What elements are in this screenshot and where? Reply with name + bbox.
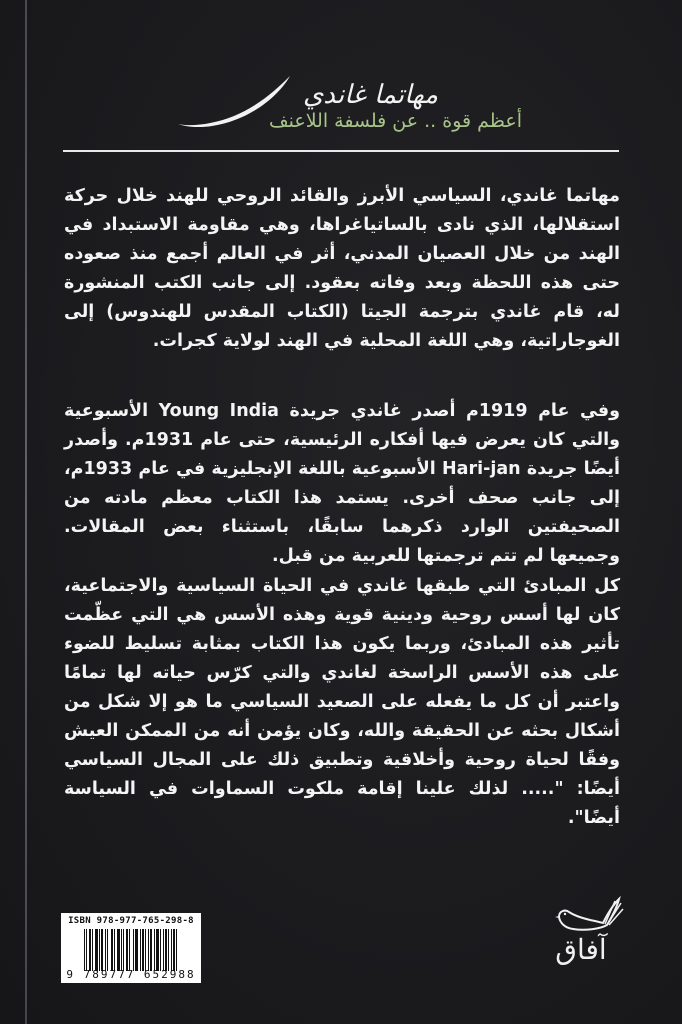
publisher-logo bbox=[545, 895, 625, 985]
isbn-barcode bbox=[61, 913, 201, 983]
blurb-paragraph-3: كل المبادئ التي طبقها غاندي في الحياة السياسية والاجتماعية، كان لها أسس روحية ودينية قوية وهذه الأسس هي التي عظّمت تأثير هذه المبادئ، وربما يكون هذا الكتاب بمثابة تسليط للضوء على هذه الأسس الراسخة لغاندي والتي كرّس حياته لها تمامًا واعتبر أن كل ما يفعله على الصعيد السياسي ما هو إلا شكل من أشكال بحثه عن الحقيقة والله، وكان يؤمن أنه من الممكن العيش وفقًا لحياة روحية وأخلاقية وتطبيق ذلك على المجال السياسي أيضًا: "..... لذلك علينا إقامة ملكوت السماوات في السياسة أيضًا". bbox=[64, 576, 620, 828]
spine-fold-line bbox=[25, 0, 27, 1024]
publisher-name: آفاق bbox=[555, 933, 607, 966]
barcode-digits: 9 789777 652988 bbox=[66, 968, 196, 981]
barcode-bars bbox=[65, 929, 197, 971]
isbn-label: ISBN 978-977-765-298-8 bbox=[68, 916, 194, 926]
blurb-paragraph-1: مهاتما غاندي، السياسي الأبرز والقائد الروحي للهند خلال حركة استقلالها، الذي نادى بالساتياغراها، وهي مقاومة الاستبداد في الهند من خلال العصيان المدني، أثر في العالم أجمع منذ صعوده حتى هذه اللحظة وبعد وفاته بعقود. إلى جانب الكتب المنشورة له، قام غاندي بترجمة الجيتا (الكتاب المقدس للهندوس) إلى الغوجاراتية، وهي اللغة المحلية في الهند لولاية كجرات. bbox=[64, 186, 620, 351]
title-block bbox=[150, 72, 550, 142]
blurb-paragraph-2: وفي عام 1919م أصدر غاندي جريدة Young India الأسبوعية والتي كان يعرض فيها أفكاره الرئيسية، حتى عام 1931م. وأصدر أيضًا جريدة Hari-jan الأسبوعية باللغة الإنجليزية في عام 1933م، إلى جانب صحف أخرى. يستمد هذا الكتاب معظم مادته من الصحيفتين الوارد ذكرهما سابقًا، باستثناء بعض المقالات. وجميعها لم تتم ترجمتها للعربية من قبل. bbox=[64, 401, 620, 566]
book-subtitle: أعظم قوة .. عن فلسفة اللاعنف bbox=[268, 110, 522, 132]
divider-rule bbox=[63, 150, 619, 152]
book-title: مهاتما غاندي bbox=[302, 80, 438, 110]
